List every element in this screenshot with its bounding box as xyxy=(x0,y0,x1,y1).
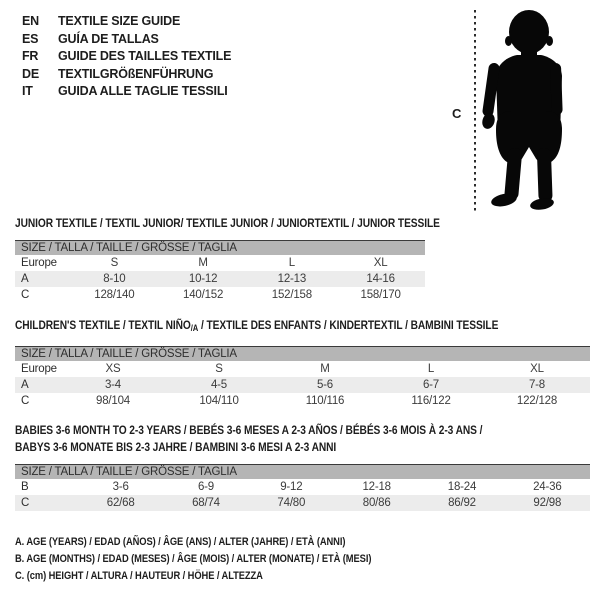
table-header-row xyxy=(15,465,590,479)
height-cell: 122/128 xyxy=(516,394,558,407)
table-row xyxy=(15,393,590,409)
row-label-cell: Europe xyxy=(21,256,57,269)
size-cell: XL xyxy=(530,362,544,375)
language-row xyxy=(22,48,231,66)
size-cell: L xyxy=(427,362,435,375)
language-label: GUÍA DE TALLAS xyxy=(58,31,159,46)
row-label-cell: C xyxy=(21,394,30,407)
size-cell: S xyxy=(110,256,119,269)
section-title-children-sub: /A xyxy=(190,323,199,333)
section-title-babies xyxy=(15,422,482,456)
table-header-label: SIZE / TALLA / TAILLE / GRÖSSE / TAGLIA xyxy=(15,347,590,361)
size-cell: XS xyxy=(105,362,121,375)
table-header-label: SIZE / TALLA / TAILLE / GRÖSSE / TAGLIA xyxy=(15,241,425,255)
size-cell: XL xyxy=(373,256,388,269)
language-row xyxy=(22,66,231,84)
language-code: EN xyxy=(22,14,39,28)
age-cell: 14-16 xyxy=(336,271,425,287)
age-cell: 6-9 xyxy=(197,480,214,493)
language-title-block xyxy=(22,13,231,101)
footnote-age-years: A. AGE (YEARS) / EDAD (AÑOS) / ÂGE (ANS) / ALTER (JAHRE) / ETÀ (ANNI) xyxy=(15,536,346,548)
section-title-children-rest: / TEXTILE DES ENFANTS / KINDERTEXTIL / BAMBINI TESSILE xyxy=(198,318,499,332)
row-label-cell: A xyxy=(15,271,70,287)
language-code: ES xyxy=(22,31,39,46)
language-code: IT xyxy=(22,84,33,98)
height-cell: 68/74 xyxy=(163,495,248,511)
section-title-babies-line2: BABYS 3-6 MONATE BIS 2-3 JAHRE / BAMBINI 3-6 MESI A 2-3 ANNI xyxy=(15,440,337,454)
table-row xyxy=(15,287,425,303)
height-measure-label: C xyxy=(452,106,462,121)
row-label-cell: B xyxy=(21,480,29,493)
height-cell: 80/86 xyxy=(334,495,419,511)
children-size-table xyxy=(15,346,590,409)
height-cell: 104/110 xyxy=(199,394,239,407)
junior-size-table xyxy=(15,240,425,303)
age-cell: 24-36 xyxy=(533,480,562,493)
age-cell: 9-12 xyxy=(280,480,303,493)
table-row xyxy=(15,361,590,377)
row-label-cell: Europe xyxy=(21,362,57,375)
height-cell: 98/104 xyxy=(96,394,130,407)
table-header-label: SIZE / TALLA / TAILLE / GRÖSSE / TAGLIA xyxy=(15,465,590,479)
age-cell: 6-7 xyxy=(378,377,484,393)
footnote-height: C. (cm) HEIGHT / ALTURA / HAUTEUR / HÖHE / ALTEZZA xyxy=(15,570,263,582)
language-row xyxy=(22,31,231,49)
table-row xyxy=(15,479,590,495)
row-label-cell: A xyxy=(15,377,60,393)
section-title-children-main: CHILDREN'S TEXTILE / TEXTIL NIÑO xyxy=(15,318,191,332)
language-code: DE xyxy=(22,66,39,81)
language-label: GUIDA ALLE TAGLIE TESSILI xyxy=(58,84,228,98)
size-cell: S xyxy=(215,362,223,375)
table-row xyxy=(15,377,590,393)
height-cell: 92/98 xyxy=(505,495,590,511)
language-label: TEXTILE SIZE GUIDE xyxy=(58,14,181,28)
age-cell: 3-4 xyxy=(60,377,166,393)
section-title-babies-line1: BABIES 3-6 MONTH TO 2-3 YEARS / BEBÉS 3-6 MESES A 2-3 AÑOS / BÉBÉS 3-6 MOIS À 2-3 ANS / xyxy=(15,423,483,437)
toddler-silhouette xyxy=(481,8,565,212)
language-label: GUIDE DES TAILLES TEXTILE xyxy=(58,49,232,63)
table-row xyxy=(15,495,590,511)
height-cell: 62/68 xyxy=(78,495,163,511)
footnote-age-months: B. AGE (MONTHS) / EDAD (MESES) / ÂGE (MOIS) / ALTER (MONATE) / ETÀ (MESI) xyxy=(15,553,372,565)
silhouette-shorts xyxy=(496,111,562,164)
table-row xyxy=(15,255,425,271)
age-cell: 12-13 xyxy=(248,271,337,287)
height-measure-line xyxy=(474,10,476,213)
babies-size-table xyxy=(15,464,590,511)
size-cell: M xyxy=(198,256,208,269)
language-row xyxy=(22,83,231,101)
age-cell: 4-5 xyxy=(166,377,272,393)
height-cell: 116/122 xyxy=(411,394,451,407)
height-cell: 140/152 xyxy=(183,288,224,301)
table-header-row xyxy=(15,241,425,255)
age-cell: 5-6 xyxy=(272,377,378,393)
age-cell: 8-10 xyxy=(70,271,159,287)
row-label-cell: C xyxy=(15,495,78,511)
height-cell: 152/158 xyxy=(271,288,312,301)
size-cell: M xyxy=(320,362,330,375)
row-label-cell: C xyxy=(21,288,30,301)
age-cell: 12-18 xyxy=(362,480,391,493)
table-header-row xyxy=(15,347,590,361)
section-title-children xyxy=(15,317,498,337)
height-cell: 158/170 xyxy=(360,288,401,301)
age-cell: 18-24 xyxy=(447,480,477,493)
height-cell: 128/140 xyxy=(94,288,135,301)
section-title-junior: JUNIOR TEXTILE / TEXTIL JUNIOR/ TEXTILE JUNIOR / JUNIORTEXTIL / JUNIOR TESSILE xyxy=(15,216,440,230)
language-label: TEXTILGRÖßENFÜHRUNG xyxy=(58,66,214,81)
language-code: FR xyxy=(22,49,39,63)
height-cell: 86/92 xyxy=(419,495,504,511)
size-cell: L xyxy=(288,256,295,269)
language-row xyxy=(22,13,231,31)
height-cell: 74/80 xyxy=(249,495,334,511)
height-cell: 110/116 xyxy=(305,394,345,407)
table-row xyxy=(15,271,425,287)
age-cell: 10-12 xyxy=(159,271,248,287)
age-cell: 3-6 xyxy=(112,480,129,493)
age-cell: 7-8 xyxy=(484,377,590,393)
